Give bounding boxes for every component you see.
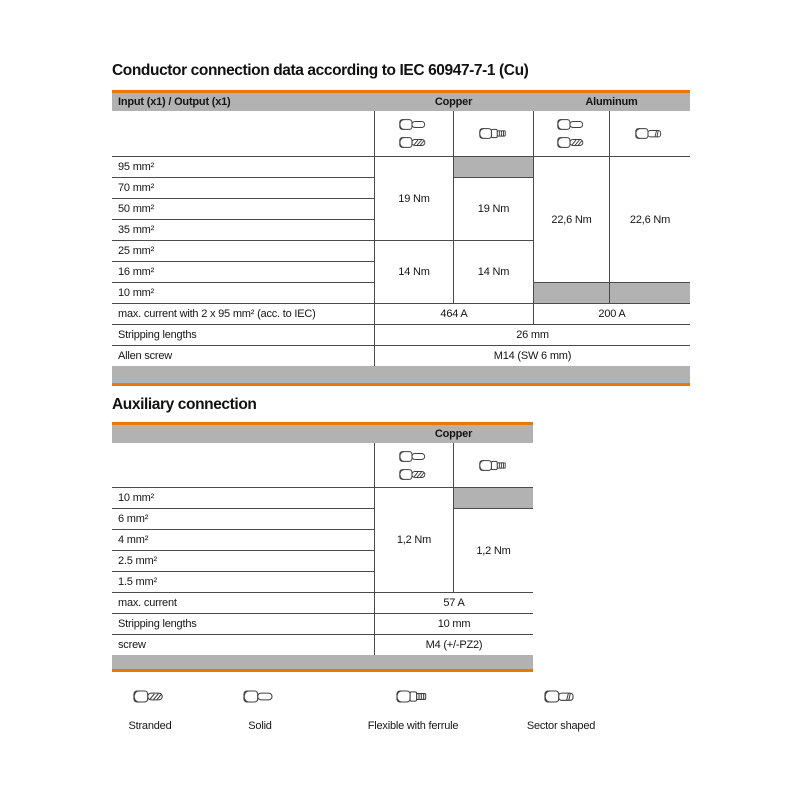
ferrule-wire-icon <box>394 688 432 705</box>
column-header-copper: Copper <box>374 93 533 111</box>
aluminum-sector-icon-cell <box>609 111 690 156</box>
copper-wire-icon-cell <box>374 111 453 156</box>
icon-row-spacer <box>112 111 374 156</box>
legend-label: Sector shaped <box>526 720 596 732</box>
stripping-length-value: 26 mm <box>374 324 690 345</box>
size-label: 1.5 mm² <box>112 571 374 592</box>
stranded-wire-icon <box>397 467 431 482</box>
solid-wire-icon <box>555 117 589 132</box>
torque-value: 1,2 Nm <box>453 508 533 592</box>
auxiliary-grid <box>112 425 533 655</box>
accent-line-bottom <box>112 383 690 386</box>
size-label: 4 mm² <box>112 529 374 550</box>
legend-item-ferrule <box>358 688 468 732</box>
auxiliary-table-title: Auxiliary connection <box>112 396 257 413</box>
not-applicable-cell <box>609 282 690 303</box>
torque-value: 14 Nm <box>374 240 453 303</box>
copper-ferrule-icon-cell <box>453 443 533 487</box>
stripping-length-label: Stripping lengths <box>112 613 374 634</box>
size-label: 10 mm² <box>112 487 374 508</box>
torque-value: 14 Nm <box>453 240 533 303</box>
torque-value: 19 Nm <box>453 177 533 240</box>
size-label: 6 mm² <box>112 508 374 529</box>
conductor-table <box>112 90 690 386</box>
size-label: 35 mm² <box>112 219 374 240</box>
not-applicable-cell <box>533 282 609 303</box>
screw-value: M4 (+/-PZ2) <box>374 634 533 655</box>
icon-row-spacer <box>112 443 374 487</box>
max-current-value: 57 A <box>374 592 533 613</box>
sector-wire-icon <box>542 688 580 705</box>
size-label: 10 mm² <box>112 282 374 303</box>
column-header-aluminum: Aluminum <box>533 93 690 111</box>
solid-wire-icon <box>397 449 431 464</box>
solid-wire-icon <box>241 688 279 705</box>
torque-value: 22,6 Nm <box>533 156 609 282</box>
column-header-copper: Copper <box>374 425 533 443</box>
column-header-io: Input (x1) / Output (x1) <box>112 93 374 111</box>
size-label: 2.5 mm² <box>112 550 374 571</box>
conductor-grid <box>112 93 690 366</box>
sector-wire-icon <box>633 126 667 141</box>
stripping-length-value: 10 mm <box>374 613 533 634</box>
max-current-aluminum-value: 200 A <box>533 303 690 324</box>
stranded-wire-icon <box>555 135 589 150</box>
table-bottom-band <box>112 655 533 669</box>
max-current-label: max. current with 2 x 95 mm² (acc. to IEC) <box>112 303 374 324</box>
legend-label: Stranded <box>128 720 172 732</box>
screw-label: screw <box>112 634 374 655</box>
solid-wire-icon <box>397 117 431 132</box>
size-label: 25 mm² <box>112 240 374 261</box>
not-applicable-cell <box>453 487 533 508</box>
ferrule-wire-icon <box>477 458 511 473</box>
ferrule-wire-icon <box>477 126 511 141</box>
size-label: 16 mm² <box>112 261 374 282</box>
allen-screw-label: Allen screw <box>112 345 374 366</box>
max-current-copper-value: 464 A <box>374 303 533 324</box>
allen-screw-value: M14 (SW 6 mm) <box>374 345 690 366</box>
auxiliary-table <box>112 422 533 672</box>
legend-label: Flexible with ferrule <box>367 720 459 732</box>
stripping-length-label: Stripping lengths <box>112 324 374 345</box>
header-band-spacer <box>112 425 374 443</box>
copper-wire-icon-cell <box>374 443 453 487</box>
max-current-label: max. current <box>112 592 374 613</box>
copper-ferrule-icon-cell <box>453 111 533 156</box>
torque-value: 19 Nm <box>374 156 453 240</box>
legend-item-solid <box>225 688 295 732</box>
size-label: 50 mm² <box>112 198 374 219</box>
conductor-table-title: Conductor connection data according to IEC 60947-7-1 (Cu) <box>112 62 529 79</box>
size-label: 95 mm² <box>112 156 374 177</box>
size-label: 70 mm² <box>112 177 374 198</box>
legend-label: Solid <box>248 720 272 732</box>
legend-item-stranded <box>105 688 195 732</box>
legend-item-sector <box>515 688 607 732</box>
table-bottom-band <box>112 366 690 383</box>
accent-line-bottom <box>112 669 533 672</box>
torque-value: 1,2 Nm <box>374 487 453 592</box>
not-applicable-cell <box>453 156 533 177</box>
torque-value: 22,6 Nm <box>609 156 690 282</box>
stranded-wire-icon <box>397 135 431 150</box>
aluminum-wire-icon-cell <box>533 111 609 156</box>
stranded-wire-icon <box>131 688 169 705</box>
